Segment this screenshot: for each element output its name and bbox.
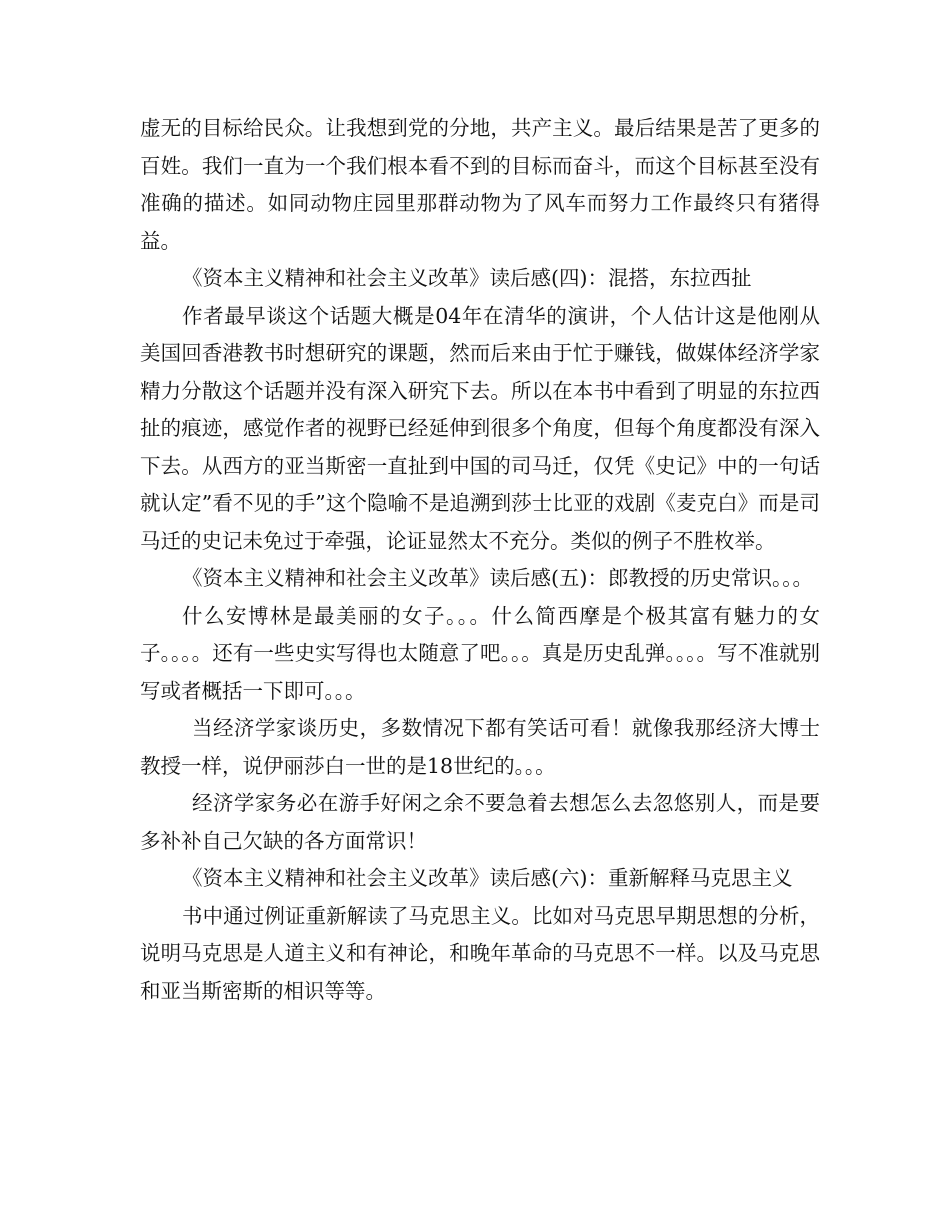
paragraph-continuation: 虚无的目标给民众。让我想到党的分地，共产主义。最后结果是苦了更多的百姓。我们一直为一个我们根本看不到的目标而奋斗，而这个目标甚至没有准确的描述。如同动物庄园里那群动物为了风车而努力工作最终只有猪得益。	[140, 116, 820, 253]
article-body	[140, 110, 820, 1010]
paragraph: 作者最早谈这个话题大概是04年在清华的演讲，个人估计这是他刚从美国回香港教书时想研究的课题，然而后来由于忙于赚钱，做媒体经济学家精力分散这个话题并没有深入研究下去。所以在本书中看到了明显的东拉西扯的痕迹，感觉作者的视野已经延伸到很多个角度，但每个角度都没有深入下去。从西方的亚当斯密一直扯到中国的司马迁，仅凭《史记》中的一句话就认定”看不见的手”这个隐喻不是追溯到莎士比亚的戏剧《麦克白》而是司马迁的史记未免过于牵强，论证显然太不充分。类似的例子不胜枚举。	[140, 303, 820, 553]
section-heading-4: 《资本主义精神和社会主义改革》读后感(四)：混搭，东拉西扯	[182, 266, 752, 290]
section-heading-5: 《资本主义精神和社会主义改革》读后感(五)：郎教授的历史常识。。。	[182, 566, 813, 590]
section-heading-6: 《资本主义精神和社会主义改革》读后感(六)：重新解释马克思主义	[182, 866, 793, 890]
paragraph: 什么安博林是最美丽的女子。。。什么简西摩是个极其富有魅力的女子。。。。还有一些史实写得也太随意了吧。。。真是历史乱弹。。。。写不准就别写或者概括一下即可。。。	[140, 603, 820, 703]
paragraph: 书中通过例证重新解读了马克思主义。比如对马克思早期思想的分析，说明马克思是人道主义和有神论，和晚年革命的马克思不一样。以及马克思和亚当斯密斯的相识等等。	[140, 903, 820, 1003]
paragraph: 当经济学家谈历史，多数情况下都有笑话可看！就像我那经济大博士教授一样，说伊丽莎白一世的是18世纪的。。。	[140, 716, 820, 778]
paragraph: 经济学家务必在游手好闲之余不要急着去想怎么去忽悠别人，而是要多补补自己欠缺的各方面常识！	[140, 791, 820, 853]
